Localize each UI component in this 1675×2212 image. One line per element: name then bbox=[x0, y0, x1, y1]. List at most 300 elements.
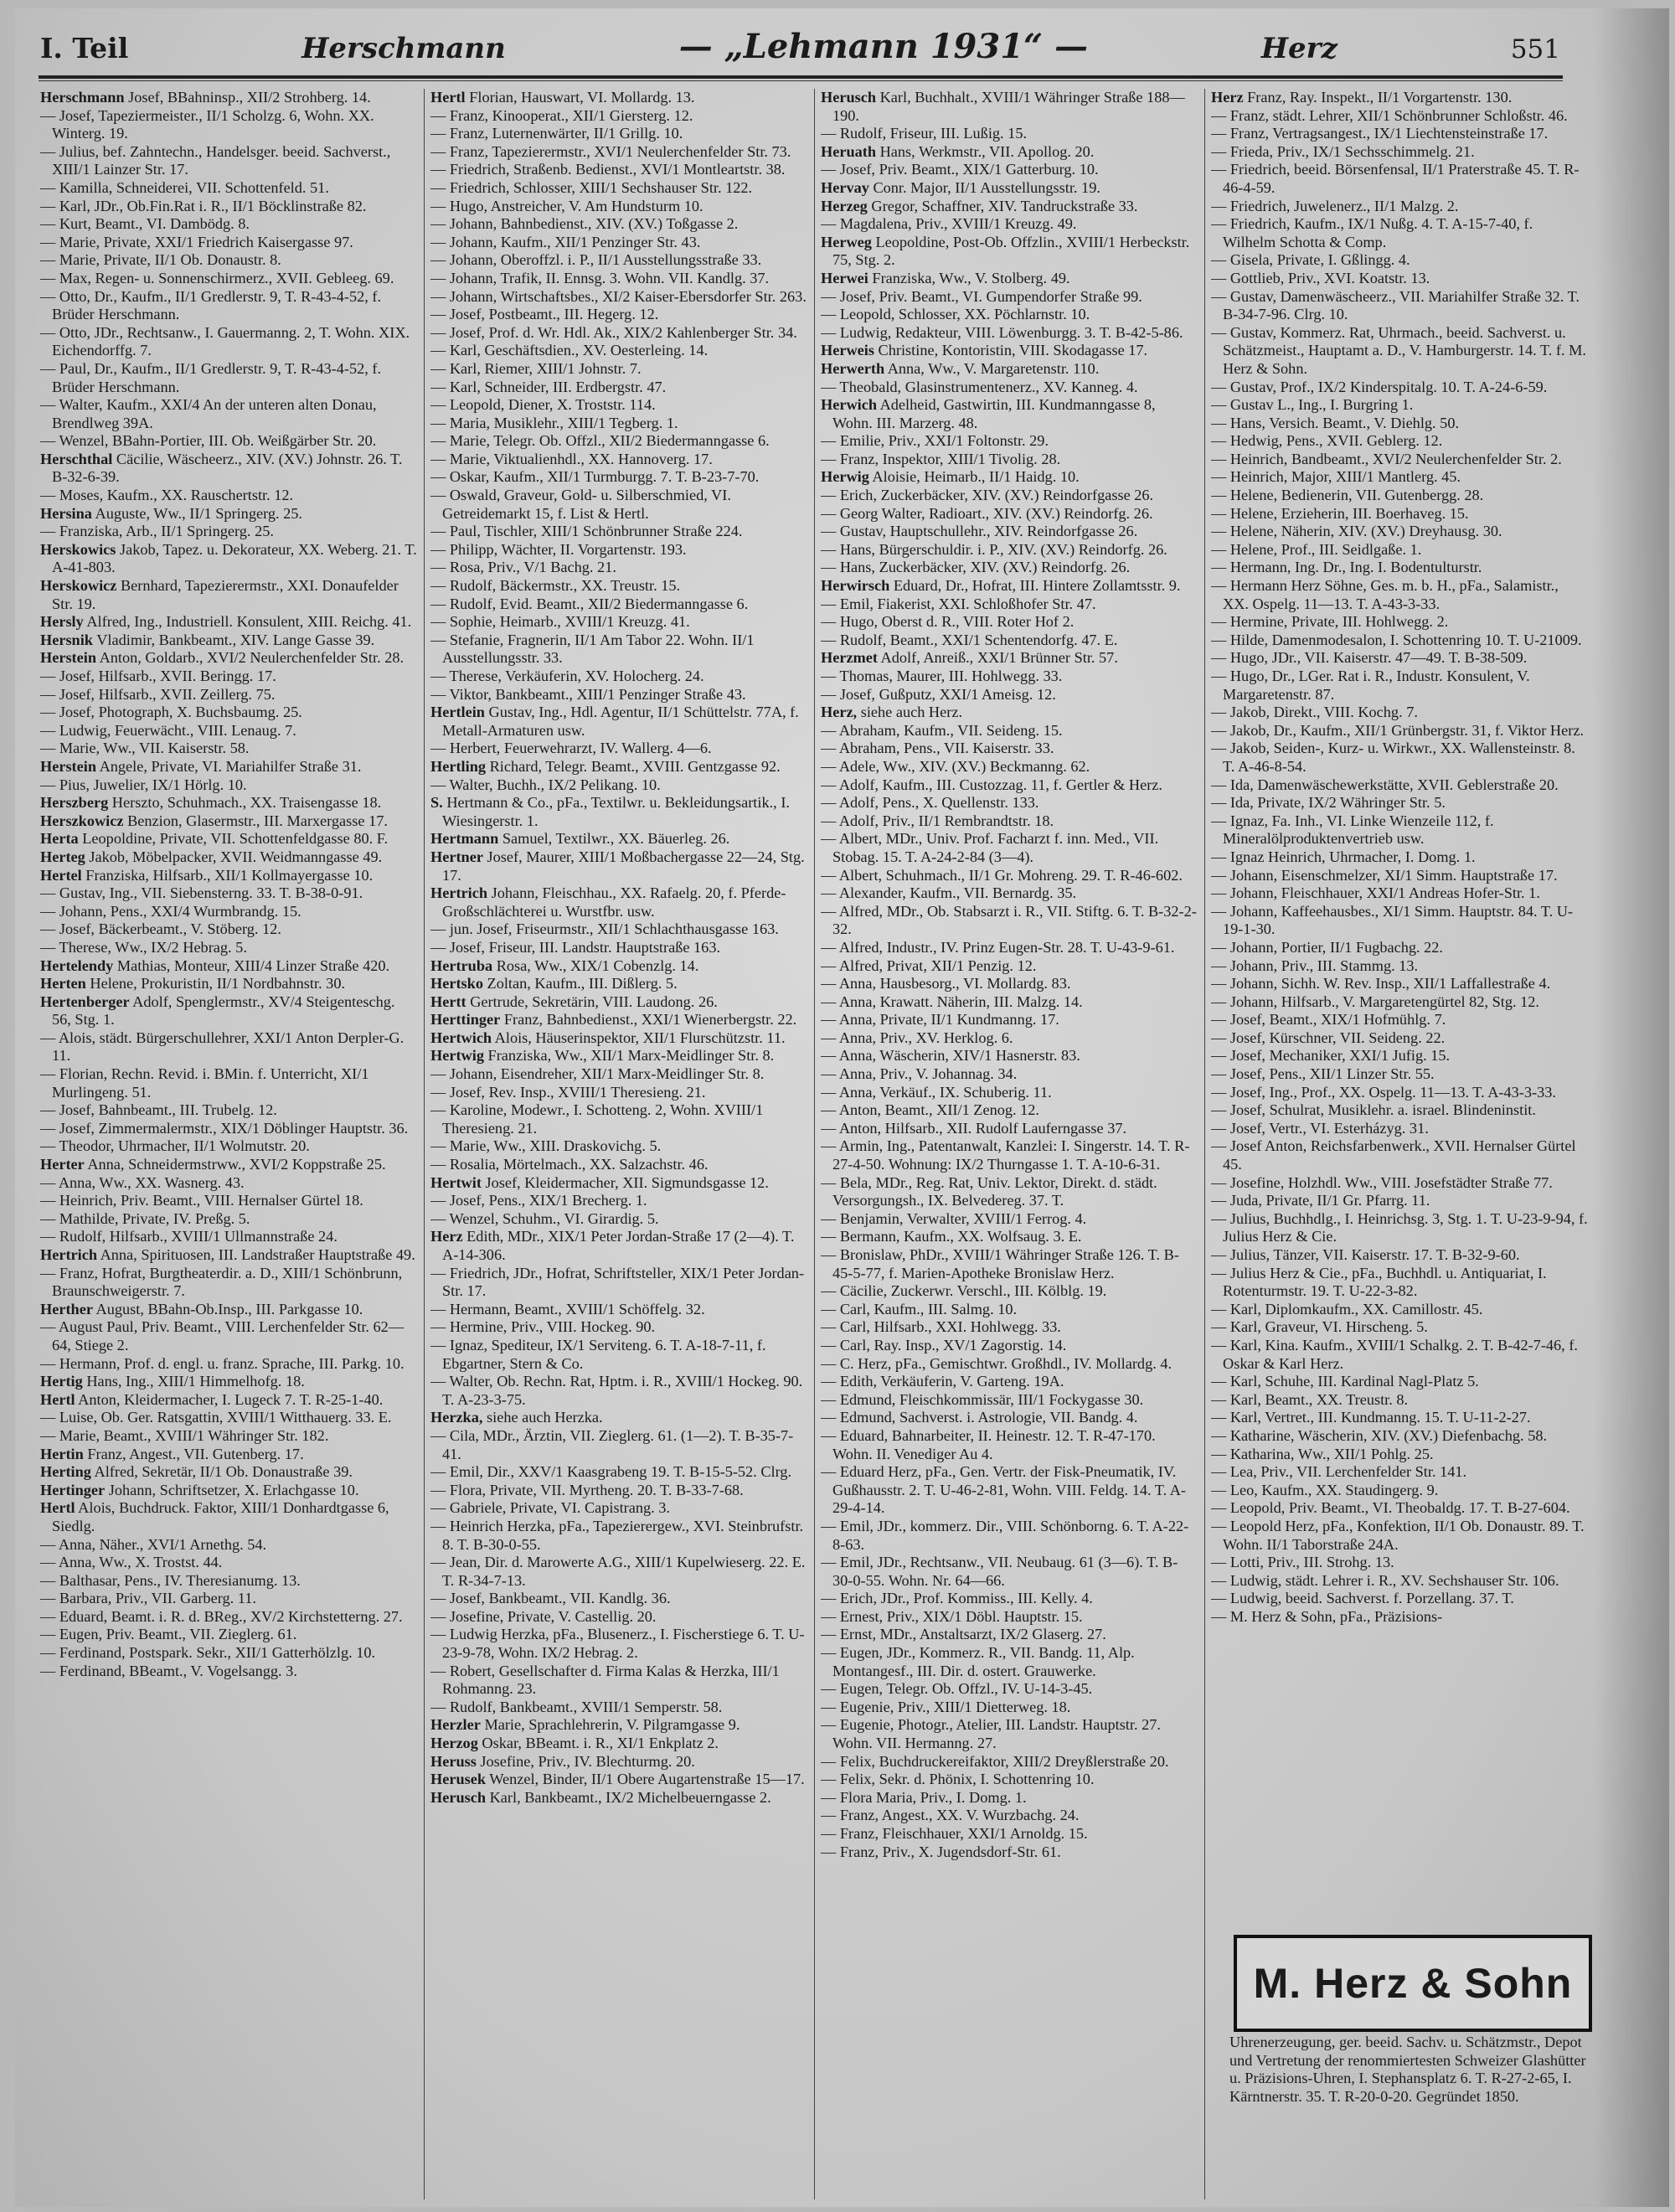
directory-entry: Hertl Florian, Hauswart, VI. Mollardg. 13. bbox=[430, 89, 695, 106]
directory-entry: Hertling Richard, Telegr. Beamt., XVIII. Gentzgasse 92. bbox=[430, 757, 781, 775]
directory-entry: — Jakob, Direkt., VIII. Kochg. 7. bbox=[1211, 704, 1418, 721]
directory-entry: Herzka, siehe auch Herzka. bbox=[430, 1409, 603, 1426]
directory-entry: — Leopold, Diener, X. Troststr. 114. bbox=[430, 396, 656, 414]
directory-entry: — Rosa, Priv., V/1 Bachg. 21. bbox=[430, 559, 616, 576]
directory-entry: — August Paul, Priv. Beamt., VIII. Lerchenfelder Str. 62—64, Stiege 2. bbox=[40, 1318, 405, 1353]
directory-entry: — Johann, Eisendreher, XII/1 Marx-Meidlinger Str. 8. bbox=[430, 1065, 765, 1083]
directory-entry: — Jakob, Seiden-, Kurz- u. Wirkwr., XX. Wallensteinstr. 8. T. A-46-8-54. bbox=[1211, 740, 1575, 775]
directory-entry: — Leopold Herz, pFa., Konfektion, II/1 Ob. Donaustr. 89. T. Wohn. II/1 Taborstraße 24A. bbox=[1211, 1517, 1585, 1553]
directory-entry: Hertwich Alois, Häuserinspektor, XII/1 Flurschützstr. 11. bbox=[430, 1029, 786, 1046]
first-name-running-head: Herschmann bbox=[302, 32, 506, 65]
directory-entry: — Friedrich, Schlosser, XIII/1 Sechshauser Str. 122. bbox=[430, 178, 753, 196]
directory-entry: — Gustav, Damenwäscheerz., VII. Mariahilfer Straße 32. T. B-34-7-96. Clrg. 10. bbox=[1211, 287, 1580, 323]
directory-entry: — Jean, Dir. d. Marowerte A.G., XIII/1 Kupelwieserg. 22. E. T. R-34-7-13. bbox=[430, 1554, 806, 1589]
directory-entry: — Marie, Private, XXI/1 Friedrich Kaisergasse 97. bbox=[40, 233, 353, 250]
directory-entry: — Heinrich, Bandbeamt., XVI/2 Neulerchenfelder Str. 2. bbox=[1211, 450, 1562, 467]
directory-entry: Herskowics Jakob, Tapez. u. Dekorateur, XX. Weberg. 21. T. A-41-803. bbox=[40, 540, 417, 576]
directory-entry: — Josef, Postbeamt., III. Hegerg. 12. bbox=[430, 306, 659, 323]
directory-entry: — Ignaz, Spediteur, IX/1 Serviteng. 6. T. A-18-7-11, f. Ebgartner, Stern & Co. bbox=[430, 1336, 766, 1372]
directory-entry: — Franz, Tapezierermstr., XVI/1 Neulerchenfelder Str. 73. bbox=[430, 142, 791, 160]
directory-entry: — Ernst, MDr., Anstaltsarzt, IX/2 Glaserg. 27. bbox=[821, 1626, 1106, 1643]
directory-entry: — Pius, Juwelier, IX/1 Hörlg. 10. bbox=[40, 776, 247, 793]
directory-entry: Herwich Adelheid, Gastwirtin, III. Kundmanngasse 8, Wohn. III. Marzerg. 48. bbox=[821, 396, 1156, 431]
directory-entry: — Anna, Priv., V. Johannag. 34. bbox=[821, 1065, 1018, 1083]
directory-entry: — Adele, Ww., XIV. (XV.) Beckmanng. 62. bbox=[821, 757, 1090, 775]
last-name-running-head: Herz bbox=[1260, 32, 1337, 65]
directory-entry: — Gisela, Private, I. Gßlingg. 4. bbox=[1211, 251, 1410, 269]
page-number: 551 bbox=[1510, 34, 1560, 64]
directory-entry: Hertinger Johann, Schriftsetzer, X. Erlachgasse 10. bbox=[40, 1481, 359, 1498]
directory-entry: — Hermine, Priv., VIII. Hockeg. 90. bbox=[430, 1318, 656, 1336]
directory-entry: — Josef, Zimmermalermstr., XIX/1 Döblinger Hauptstr. 36. bbox=[40, 1119, 409, 1137]
directory-entry: — Paul, Dr., Kaufm., II/1 Gredlerstr. 9, T. R-43-4-52, f. Brüder Herschmann. bbox=[40, 359, 382, 395]
directory-entry: — Josef, Pens., XII/1 Linzer Str. 55. bbox=[1211, 1065, 1435, 1083]
directory-entry: — Rudolf, Hilfsarb., XVIII/1 Ullmannstraße 24. bbox=[40, 1228, 338, 1245]
directory-entry: — Erich, Zuckerbäcker, XIV. (XV.) Reindorfgasse 26. bbox=[821, 487, 1154, 504]
directory-entry: — Johann, Oberoffzl. i. P., II/1 Ausstellungsstraße 33. bbox=[430, 251, 762, 269]
directory-entry: Herzler Marie, Sprachlehrerin, V. Pilgramgasse 9. bbox=[430, 1716, 740, 1734]
directory-entry: — Julius Herz & Cie., pFa., Buchhdl. u. Antiquariat, I. Rotenturmstr. 19. T. U-22-3-82. bbox=[1211, 1264, 1547, 1300]
directory-entry: — Emil, Fiakerist, XXI. Schloßhofer Str. 47. bbox=[821, 595, 1096, 612]
directory-entry: Hertin Franz, Angest., VII. Gutenberg. 17. bbox=[40, 1445, 304, 1462]
publication-title: — „Lehmann 1931“ — bbox=[678, 27, 1088, 66]
directory-entry: — Anna, Private, II/1 Kundmanng. 17. bbox=[821, 1011, 1059, 1029]
directory-entry: — Johann, Kaffeehausbes., XI/1 Simm. Hauptstr. 84. T. U-19-1-30. bbox=[1211, 902, 1574, 938]
directory-entry: — Benjamin, Verwalter, XVIII/1 Ferrog. 4. bbox=[821, 1209, 1087, 1227]
directory-entry: — Theodor, Uhrmacher, II/1 Wolmutstr. 20. bbox=[40, 1137, 310, 1155]
directory-entry: — Magdalena, Priv., XVIII/1 Kreuzg. 49. bbox=[821, 215, 1077, 233]
directory-entry: — Friedrich, Straßenb. Bedienst., XVI/1 Montleartstr. 38. bbox=[430, 161, 786, 178]
directory-entry: — Heinrich, Priv. Beamt., VIII. Hernalser Gürtel 18. bbox=[40, 1192, 363, 1209]
directory-entry: — Rosalia, Mörtelmach., XX. Salzachstr. 46. bbox=[430, 1156, 709, 1173]
directory-entry: Herszkowicz Benzion, Glasermstr., III. Marxergasse 17. bbox=[40, 812, 388, 829]
directory-entry: Herther August, BBahn-Ob.Insp., III. Parkgasse 10. bbox=[40, 1300, 363, 1317]
directory-entry: — Marie, Private, II/1 Ob. Donaustr. 8. bbox=[40, 251, 281, 269]
directory-entry: — Anna, Ww., XX. Wasnerg. 43. bbox=[40, 1173, 245, 1191]
directory-entry: — Adolf, Pens., X. Quellenstr. 133. bbox=[821, 794, 1039, 812]
directory-entry: Herskowicz Bernhard, Tapezierermstr., XXI. Donaufelder Str. 19. bbox=[40, 577, 399, 612]
directory-entry: — Franz, Kinooperat., XII/1 Giersterg. 12. bbox=[430, 106, 693, 124]
directory-entry: S. Hertmann & Co., pFa., Textilwr. u. Bekleidungsartik., I. Wiesingerstr. 1. bbox=[430, 794, 790, 829]
directory-entry: — Karl, Beamt., XX. Treustr. 8. bbox=[1211, 1390, 1409, 1408]
directory-entry: — Alfred, Privat, XII/1 Penzig. 12. bbox=[821, 956, 1037, 974]
directory-entry: — Oskar, Kaufm., XII/1 Turmburgg. 7. T. B-23-7-70. bbox=[430, 468, 760, 486]
directory-entry: — Josef, Bankbeamt., VII. Kandlg. 36. bbox=[430, 1590, 671, 1607]
directory-entry: — Marie, Viktualienhdl., XX. Hannoverg. 17. bbox=[430, 450, 713, 467]
directory-entry: — Philipp, Wächter, II. Vorgartenstr. 193. bbox=[430, 540, 687, 558]
directory-entry: — Adolf, Priv., II/1 Rembrandtstr. 18. bbox=[821, 812, 1054, 829]
directory-entry: — Helene, Näherin, XIV. (XV.) Dreyhausg. 30. bbox=[1211, 523, 1502, 540]
directory-entry: — Josef Anton, Reichsfarbenwerk., XVII. Hernalser Gürtel 45. bbox=[1211, 1137, 1576, 1173]
directory-entry: — Franz, Fleischhauer, XXI/1 Arnoldg. 15. bbox=[821, 1825, 1088, 1842]
directory-entry: — Anna, Ww., X. Trostst. 44. bbox=[40, 1554, 223, 1571]
directory-entry: — Marie, Beamt., XVIII/1 Währinger Str. 182. bbox=[40, 1426, 329, 1444]
directory-entry: — Hans, Zuckerbäcker, XIV. (XV.) Reindorfg. 26. bbox=[821, 559, 1131, 576]
directory-entry: — Franz, städt. Lehrer, XII/1 Schönbrunner Schloßstr. 46. bbox=[1211, 106, 1568, 124]
directory-entry: — Franz, Vertragsangest., IX/1 Liechtensteinstraße 17. bbox=[1211, 125, 1549, 142]
directory-entry: — Rudolf, Bäckermstr., XX. Treustr. 15. bbox=[430, 577, 681, 595]
directory-entry: — Kamilla, Schneiderei, VII. Schottenfeld. 51. bbox=[40, 178, 329, 196]
directory-entry: — Josef, Rev. Insp., XVIII/1 Theresieng. 21. bbox=[430, 1083, 706, 1101]
directory-entry: Herteg Jakob, Möbelpacker, XVII. Weidmanngasse 49. bbox=[40, 848, 383, 865]
directory-entry: — Ferdinand, BBeamt., V. Vogelsangg. 3. bbox=[40, 1662, 297, 1679]
directory-entry: — Karl, JDr., Ob.Fin.Rat i. R., II/1 Böcklinstraße 82. bbox=[40, 197, 367, 214]
directory-entry: — Karl, Schneider, III. Erdbergstr. 47. bbox=[430, 378, 667, 395]
directory-entry: — Otto, Dr., Kaufm., II/1 Gredlerstr. 9, T. R-43-4-52, f. Brüder Herschmann. bbox=[40, 287, 382, 323]
directory-entry: — Hans, Bürgerschuldir. i. P., XIV. (XV.) Reindorfg. 26. bbox=[821, 540, 1167, 558]
directory-entry: — Albert, MDr., Univ. Prof. Facharzt f. inn. Med., VII. Stobag. 15. T. A-24-2-84 (3—4). bbox=[821, 830, 1159, 865]
directory-entry: — Bermann, Kaufm., XX. Wolfsaug. 3. E. bbox=[821, 1228, 1082, 1245]
directory-entry: — Edmund, Fleischkommissär, III/1 Fockygasse 30. bbox=[821, 1390, 1144, 1408]
directory-entry: — Ernest, Priv., XIX/1 Döbl. Hauptstr. 15. bbox=[821, 1607, 1083, 1625]
directory-entry: Herting Alfred, Sekretär, II/1 Ob. Donaustraße 39. bbox=[40, 1463, 353, 1481]
directory-entry: — Rudolf, Friseur, III. Lußig. 15. bbox=[821, 125, 1028, 142]
page-header bbox=[40, 27, 1560, 69]
directory-entry: Herwig Aloisie, Heimarb., II/1 Haidg. 10. bbox=[821, 468, 1080, 486]
directory-entry: — Helene, Prof., III. Seidlgaße. 1. bbox=[1211, 540, 1422, 558]
directory-entry: — Anna, Krawatt. Näherin, III. Malzg. 14. bbox=[821, 993, 1083, 1010]
directory-entry: — Julius, bef. Zahntechn., Handelsger. beeid. Sachverst., XIII/1 Lainzer Str. 17. bbox=[40, 142, 391, 178]
directory-entry: — Marie, Ww., VII. Kaiserstr. 58. bbox=[40, 740, 250, 757]
directory-entry: — Leopold, Priv. Beamt., VI. Theobaldg. 17. T. B-27-604. bbox=[1211, 1499, 1570, 1517]
directory-entry: — Josef, Hilfsarb., XVII. Beringg. 17. bbox=[40, 668, 276, 684]
directory-entry: Hertt Gertrude, Sekretärin, VIII. Laudong. 26. bbox=[430, 993, 718, 1010]
directory-entry: — Hugo, JDr., VII. Kaiserstr. 47—49. T. B-38-509. bbox=[1211, 649, 1528, 667]
directory-entry: — Josef, Mechaniker, XXI/1 Jufig. 15. bbox=[1211, 1047, 1451, 1065]
directory-entry: — Ludwig, beeid. Sachverst. f. Porzellang. 37. T. bbox=[1211, 1590, 1514, 1607]
directory-entry: Hersina Auguste, Ww., II/1 Springerg. 25. bbox=[40, 504, 302, 522]
directory-entry: — Ida, Private, IX/2 Währinger Str. 5. bbox=[1211, 794, 1446, 812]
directory-entry: — Josef, Tapeziermeister., II/1 Scholzg. 6, Wohn. XX. Winterg. 19. bbox=[40, 106, 374, 142]
directory-page bbox=[15, 8, 1669, 2207]
directory-entry: — Karl, Schuhe, III. Kardinal Nagl-Platz 5. bbox=[1211, 1373, 1479, 1390]
directory-entry: Hertel Franziska, Hilfsarb., XII/1 Kollmayergasse 10. bbox=[40, 866, 374, 884]
directory-entry: — Carl, Hilfsarb., XXI. Hohlwegg. 33. bbox=[821, 1318, 1061, 1336]
directory-entry: — Florian, Rechn. Revid. i. BMin. f. Unterricht, XI/1 Murlingeng. 51. bbox=[40, 1065, 369, 1101]
directory-entry: — C. Herz, pFa., Gemischtwr. Großhdl., IV. Mollardg. 4. bbox=[821, 1354, 1172, 1372]
directory-entry: — Bela, MDr., Reg. Rat, Univ. Lektor, Direkt. d. städt. Versorgungsh., IX. Belvedereg. 37. T. bbox=[821, 1173, 1157, 1209]
directory-entry: — Lotti, Priv., III. Strohg. 13. bbox=[1211, 1554, 1394, 1571]
directory-entry: Herschthal Cäcilie, Wäscheerz., XIV. (XV.) Johnstr. 26. T. B-32-6-39. bbox=[40, 450, 403, 486]
directory-entry: — M. Herz & Sohn, pFa., Präzisions- bbox=[1211, 1607, 1443, 1625]
directory-entry: — Adolf, Kaufm., III. Custozzag. 11, f. Gertler & Herz. bbox=[821, 776, 1162, 793]
directory-entry: — Johann, Priv., III. Stammg. 13. bbox=[1211, 956, 1419, 974]
directory-entry: — Sophie, Heimarb., XVIII/1 Kreuzg. 41. bbox=[430, 613, 690, 631]
directory-entry: — Hermine, Private, III. Hohlwegg. 2. bbox=[1211, 613, 1449, 631]
directory-entry: — Karl, Vertret., III. Kundmanng. 15. T. U-11-2-27. bbox=[1211, 1409, 1531, 1426]
directory-entry: — Alfred, MDr., Ob. Stabsarzt i. R., VII. Stiftg. 6. T. B-32-2-32. bbox=[821, 902, 1197, 938]
directory-entry: — Walter, Kaufm., XXI/4 An der unteren alten Donau, Brendlweg 39A. bbox=[40, 396, 377, 431]
directory-entry: — Balthasar, Pens., IV. Theresianumg. 13. bbox=[40, 1571, 301, 1589]
directory-entry: — Friedrich, Kaufm., IX/1 Nußg. 4. T. A-15-7-40, f. Wilhelm Schotta & Comp. bbox=[1211, 215, 1533, 250]
directory-entry: — Maria, Musiklehr., XIII/1 Tegberg. 1. bbox=[430, 414, 678, 431]
directory-entry: — Ignaz, Fa. Inh., VI. Linke Wienzeile 112, f. Mineralölproduktenvertrieb usw. bbox=[1211, 812, 1494, 848]
directory-entry: — Gustav, Hauptschullehr., XIV. Reindorfgasse 26. bbox=[821, 523, 1138, 540]
directory-entry: Hertrich Anna, Spirituosen, III. Landstraßer Hauptstraße 49. bbox=[40, 1246, 415, 1263]
directory-entry: — Gabriele, Private, VI. Capistrang. 3. bbox=[430, 1499, 671, 1517]
directory-entry: — Franz, Inspektor, XIII/1 Tivolig. 28. bbox=[821, 450, 1061, 467]
header-rule-thin bbox=[39, 80, 1563, 81]
section-label: I. Teil bbox=[40, 32, 129, 64]
directory-entry: — Karoline, Modewr., I. Schotteng. 2, Wohn. XVIII/1 Theresieng. 21. bbox=[430, 1101, 764, 1137]
directory-entry: Hertelendy Mathias, Monteur, XIII/4 Linzer Straße 420. bbox=[40, 956, 390, 974]
directory-column-4 bbox=[1211, 89, 1588, 1923]
directory-entry: — Julius, Tänzer, VII. Kaiserstr. 17. T. B-32-9-60. bbox=[1211, 1246, 1520, 1263]
directory-entry: — Hermann, Ing. Dr., Ing. I. Bodentulturstr. bbox=[1211, 559, 1482, 576]
advertisement-text: Uhrenerzeugung, ger. beeid. Sachv. u. Schätzmstr., Depot und Vertretung der renommiertesten Schweizer Glashütter u. Präzisions-Uhren, I. Stephansplatz 6. T. R-27-2-65, I. Kärntnerstr. 35. T. R-20-0-20. Gegründet 1850. bbox=[1229, 2034, 1586, 2105]
directory-entry: — Friedrich, JDr., Hofrat, Schriftsteller, XIX/1 Peter Jordan-Str. 17. bbox=[430, 1264, 805, 1300]
scan-edge-shadow bbox=[1594, 8, 1669, 2207]
directory-entry: — Frieda, Priv., IX/1 Sechsschimmelg. 21. bbox=[1211, 142, 1475, 160]
column-divider bbox=[1204, 89, 1205, 2199]
directory-entry: Hertsko Zoltan, Kaufm., III. Dißlerg. 5. bbox=[430, 975, 678, 993]
directory-entry: — Josefine, Private, V. Castellig. 20. bbox=[430, 1607, 657, 1625]
directory-entry: — Katharine, Wäscherin, XIV. (XV.) Diefenbachg. 58. bbox=[1211, 1426, 1548, 1444]
directory-entry: — Hugo, Oberst d. R., VIII. Roter Hof 2. bbox=[821, 613, 1075, 631]
directory-entry: — Hans, Versich. Beamt., V. Diehlg. 50. bbox=[1211, 414, 1460, 431]
directory-entry: — Gustav, Ing., VII. Siebensterng. 33. T. B-38-0-91. bbox=[40, 884, 363, 902]
directory-entry: — Johann, Portier, II/1 Fugbachg. 22. bbox=[1211, 938, 1444, 956]
directory-entry: — Jakob, Dr., Kaufm., XII/1 Grünbergstr. 31, f. Viktor Herz. bbox=[1211, 721, 1585, 739]
directory-entry: — Josef, Beamt., XIX/1 Hofmühlg. 7. bbox=[1211, 1011, 1446, 1029]
directory-entry: — Anna, Wäscherin, XIV/1 Hasnerstr. 83. bbox=[821, 1047, 1080, 1065]
advertisement-company-name: M. Herz & Sohn bbox=[1253, 1960, 1573, 2007]
directory-entry: — Hedwig, Pens., XVII. Geblerg. 12. bbox=[1211, 432, 1443, 450]
directory-entry: — Heinrich Herzka, pFa., Tapezierergew., XVI. Steinbrufstr. 8. T. B-30-0-55. bbox=[430, 1517, 804, 1553]
directory-entry: — Heinrich, Major, XIII/1 Mantlerg. 45. bbox=[1211, 468, 1461, 486]
directory-entry: Hertmann Samuel, Textilwr., XX. Bäuerleg. 26. bbox=[430, 830, 730, 848]
directory-entry: — Gustav L., Ing., I. Burgring 1. bbox=[1211, 396, 1414, 414]
directory-entry: Hertwig Franziska, Ww., XII/1 Marx-Meidlinger Str. 8. bbox=[430, 1047, 775, 1065]
directory-entry: — Karl, Kina. Kaufm., XVIII/1 Schalkg. 2. T. B-42-7-46, f. Oskar & Karl Herz. bbox=[1211, 1336, 1578, 1372]
directory-entry: — Johann, Fleischhauer, XXI/1 Andreas Hofer-Str. 1. bbox=[1211, 884, 1540, 902]
directory-entry: — Paul, Tischler, XIII/1 Schönbrunner Straße 224. bbox=[430, 523, 743, 540]
directory-entry: Herzog Oskar, BBeamt. i. R., XI/1 Enkplatz 2. bbox=[430, 1735, 719, 1752]
directory-entry: — Luise, Ob. Ger. Ratsgattin, XVIII/1 Witthauerg. 33. E. bbox=[40, 1409, 392, 1426]
directory-entry: — Hugo, Anstreicher, V. Am Hundsturm 10. bbox=[430, 197, 704, 214]
directory-entry: — Felix, Sekr. d. Phönix, I. Schottenring 10. bbox=[821, 1771, 1095, 1788]
directory-entry: — Thomas, Maurer, III. Hohlwegg. 33. bbox=[821, 668, 1063, 684]
directory-entry: Hertrich Johann, Fleischhau., XX. Rafaelg. 20, f. Pferde-Großschlächterei u. Wurstfbr. usw. bbox=[430, 884, 786, 920]
directory-entry: — Abraham, Pens., VII. Kaiserstr. 33. bbox=[821, 740, 1054, 757]
directory-entry: — Edmund, Sachverst. i. Astrologie, VII. Bandg. 4. bbox=[821, 1409, 1138, 1426]
directory-entry: — Bronislaw, PhDr., XVIII/1 Währinger Straße 126. T. B-45-5-77, f. Marien-Apotheke Bronislaw Herz. bbox=[821, 1246, 1179, 1281]
directory-entry: — Carl, Kaufm., III. Salmg. 10. bbox=[821, 1300, 1018, 1317]
directory-entry: — Ludwig, städt. Lehrer i. R., XV. Sechshauser Str. 106. bbox=[1211, 1571, 1559, 1589]
directory-entry: — Marie, Telegr. Ob. Offzl., XII/2 Biedermanngasse 6. bbox=[430, 432, 770, 450]
directory-entry: Hertl Alois, Buchdruck. Faktor, XIII/1 Donhardtgasse 6, Siedlg. bbox=[40, 1499, 389, 1534]
directory-entry: — Gustav, Prof., IX/2 Kinderspitalg. 10. T. A-24-6-59. bbox=[1211, 378, 1548, 395]
directory-entry: Herschmann Josef, BBahninsp., XII/2 Strohberg. 14. bbox=[40, 89, 371, 106]
directory-entry: — Edith, Verkäuferin, V. Garteng. 19A. bbox=[821, 1373, 1064, 1390]
directory-entry: Herz, siehe auch Herz. bbox=[821, 704, 963, 721]
directory-entry: — Friedrich, Juwelenerz., II/1 Malzg. 2. bbox=[1211, 197, 1459, 214]
directory-entry: Herz Franz, Ray. Inspekt., II/1 Vorgartenstr. 130. bbox=[1211, 89, 1513, 106]
directory-entry: Herstein Anton, Goldarb., XVI/2 Neulerchenfelder Str. 28. bbox=[40, 649, 405, 667]
directory-entry: — Anton, Beamt., XII/1 Zenog. 12. bbox=[821, 1101, 1039, 1119]
directory-entry: Herta Leopoldine, Private, VII. Schottenfeldgasse 80. F. bbox=[40, 830, 389, 848]
directory-entry: — Wenzel, BBahn-Portier, III. Ob. Weißgärber Str. 20. bbox=[40, 432, 377, 450]
directory-entry: Herusch Karl, Bankbeamt., IX/2 Michelbeuerngasse 2. bbox=[430, 1788, 771, 1806]
directory-entry: — Johann, Eisenschmelzer, XI/1 Simm. Hauptstraße 17. bbox=[1211, 866, 1558, 884]
directory-entry: — Alfred, Industr., IV. Prinz Eugen-Str. 28. T. U-43-9-61. bbox=[821, 938, 1175, 956]
directory-entry: — Josef, Bahnbeamt., III. Trubelg. 12. bbox=[40, 1101, 277, 1119]
directory-entry: Herwirsch Eduard, Dr., Hofrat, III. Hintere Zollamtsstr. 9. bbox=[821, 577, 1181, 595]
directory-entry: Herttinger Franz, Bahnbedienst., XXI/1 Wienerbergstr. 22. bbox=[430, 1011, 797, 1029]
directory-entry: — Flora, Private, VII. Myrtheng. 20. T. B-33-7-68. bbox=[430, 1481, 744, 1498]
directory-entry: — Therese, Ww., IX/2 Hebrag. 5. bbox=[40, 938, 247, 956]
directory-entry: — Karl, Diplomkaufm., XX. Camillostr. 45. bbox=[1211, 1300, 1483, 1317]
directory-entry: — Kurt, Beamt., VI. Dambödg. 8. bbox=[40, 215, 250, 233]
directory-entry: — Franz, Priv., X. Jugendsdorf-Str. 61. bbox=[821, 1843, 1061, 1860]
directory-entry: — Barbara, Priv., VII. Garberg. 11. bbox=[40, 1590, 256, 1607]
directory-entry: — Rudolf, Beamt., XXI/1 Schentendorfg. 47. E. bbox=[821, 631, 1118, 648]
directory-entry: — Karl, Riemer, XIII/1 Johnstr. 7. bbox=[430, 359, 642, 377]
directory-entry: Hertlein Gustav, Ing., Hdl. Agentur, II/1 Schüttelstr. 77A, f. Metall-Armaturen usw. bbox=[430, 704, 799, 739]
directory-entry: — Wenzel, Schuhm., VI. Girardig. 5. bbox=[430, 1209, 659, 1227]
directory-entry: — Anna, Verkäuf., IX. Schuberig. 11. bbox=[821, 1083, 1052, 1101]
directory-entry: — Johann, Bahnbedienst., XIV. (XV.) Toßgasse 2. bbox=[430, 215, 739, 233]
directory-entry: — Max, Regen- u. Sonnenschirmerz., XVII. Gebleeg. 69. bbox=[40, 269, 394, 286]
directory-entry: — Alois, städt. Bürgerschullehrer, XXI/1 Anton Derpler-G. 11. bbox=[40, 1029, 405, 1065]
directory-entry: — Helene, Bedienerin, VII. Gutenbergg. 28. bbox=[1211, 487, 1484, 504]
directory-entry: — Viktor, Bankbeamt., XIII/1 Penzinger Straße 43. bbox=[430, 685, 746, 703]
directory-entry: — Emil, JDr., kommerz. Dir., VIII. Schönborng. 6. T. A-22-8-63. bbox=[821, 1517, 1189, 1553]
directory-entry: — Eduard, Bahnarbeiter, II. Heinestr. 12. T. R-47-170. Wohn. II. Venediger Au 4. bbox=[821, 1426, 1156, 1462]
directory-entry: Hervay Conr. Major, II/1 Ausstellungsstr. 19. bbox=[821, 178, 1100, 196]
directory-entry: — Carl, Ray. Insp., XV/1 Zagorstig. 14. bbox=[821, 1336, 1067, 1353]
directory-entry: — Leopold, Schlosser, XX. Pöchlarnstr. 10. bbox=[821, 306, 1090, 323]
directory-entry: Herwerth Anna, Ww., V. Margaretenstr. 110. bbox=[821, 359, 1100, 377]
directory-column-3 bbox=[821, 89, 1198, 2199]
directory-entry: Heruss Josefine, Priv., IV. Blechturmg. 20. bbox=[430, 1752, 695, 1770]
directory-entry: — Josef, Photograph, X. Buchsbaumg. 25. bbox=[40, 704, 302, 721]
directory-entry: — Johann, Hilfsarb., V. Margaretengürtel 82, Stg. 12. bbox=[1211, 993, 1539, 1010]
directory-entry: — Eugenie, Priv., XIII/1 Dietterweg. 18. bbox=[821, 1698, 1071, 1715]
directory-entry: — Gottlieb, Priv., XVI. Koatstr. 13. bbox=[1211, 269, 1430, 286]
directory-entry: — Robert, Gesellschafter d. Firma Kalas & Herzka, III/1 Rohmanng. 23. bbox=[430, 1662, 780, 1698]
directory-entry: — Friedrich, beeid. Börsenfensal, II/1 Praterstraße 45. T. R-46-4-59. bbox=[1211, 161, 1580, 196]
directory-entry: Herz Edith, MDr., XIX/1 Peter Jordan-Straße 17 (2—4). T. A-14-306. bbox=[430, 1228, 795, 1263]
directory-entry: — Josef, Hilfsarb., XVII. Zeillerg. 75. bbox=[40, 685, 276, 703]
directory-entry: — Anton, Hilfsarb., XII. Rudolf Lauferngasse 37. bbox=[821, 1119, 1127, 1137]
directory-entry: Hersnik Vladimir, Bankbeamt., XIV. Lange Gasse 39. bbox=[40, 631, 375, 648]
directory-entry: — Eugen, Telegr. Ob. Offzl., IV. U-14-3-45. bbox=[821, 1680, 1093, 1698]
header-rule bbox=[39, 75, 1563, 79]
directory-entry: — Johann, Pens., XXI/4 Wurmbrandg. 15. bbox=[40, 902, 302, 920]
directory-entry: — Rudolf, Bankbeamt., XVIII/1 Semperstr. 58. bbox=[430, 1698, 723, 1715]
directory-entry: — Alexander, Kaufm., VII. Bernardg. 35. bbox=[821, 884, 1077, 902]
directory-entry: — Georg Walter, Radioart., XIV. (XV.) Reindorfg. 26. bbox=[821, 504, 1153, 522]
directory-entry: — Franziska, Arb., II/1 Springerg. 25. bbox=[40, 523, 274, 540]
directory-entry: — Walter, Buchh., IX/2 Pelikang. 10. bbox=[430, 776, 661, 793]
directory-entry: — Josef, Priv. Beamt., XIX/1 Gatterburg. 10. bbox=[821, 161, 1099, 178]
directory-entry: — Josef, Pens., XIX/1 Brecherg. 1. bbox=[430, 1192, 647, 1209]
directory-entry: — Abraham, Kaufm., VII. Seideng. 15. bbox=[821, 721, 1063, 739]
directory-entry: Hertl Anton, Kleidermacher, I. Lugeck 7. T. R-25-1-40. bbox=[40, 1390, 384, 1408]
directory-entry: — Katharina, Ww., XII/1 Pohlg. 25. bbox=[1211, 1445, 1434, 1462]
directory-entry: — Franz, Luternenwärter, II/1 Grillg. 10. bbox=[430, 125, 683, 142]
directory-entry: — Oswald, Graveur, Gold- u. Silberschmied, VI. Getreidemarkt 15, f. List & Hertl. bbox=[430, 487, 731, 522]
directory-entry: — Johann, Trafik, II. Ennsg. 3. Wohn. VII. Kandlg. 37. bbox=[430, 269, 770, 286]
directory-entry: Hertig Hans, Ing., XIII/1 Himmelhofg. 18. bbox=[40, 1373, 305, 1390]
directory-entry: — Eduard, Beamt. i. R. d. BReg., XV/2 Kirchstetterng. 27. bbox=[40, 1607, 403, 1625]
column-divider bbox=[424, 89, 425, 2199]
directory-entry: — Mathilde, Private, IV. Preßg. 5. bbox=[40, 1209, 250, 1227]
directory-entry: — Josef, Vertr., VI. Esterházyg. 31. bbox=[1211, 1119, 1429, 1137]
directory-entry: Herzeg Gregor, Schaffner, XIV. Tandruckstraße 33. bbox=[821, 197, 1138, 214]
directory-entry: — Eugen, Priv. Beamt., VII. Zieglerg. 61. bbox=[40, 1626, 297, 1643]
directory-entry: Herusek Wenzel, Binder, II/1 Obere Augartenstraße 15—17. bbox=[430, 1771, 805, 1788]
directory-entry: — Albert, Schuhmach., II/1 Gr. Mohreng. 29. T. R-46-602. bbox=[821, 866, 1183, 884]
directory-entry: — Anna, Näher., XVI/1 Arnethg. 54. bbox=[40, 1535, 267, 1553]
directory-entry: — Karl, Geschäftsdien., XV. Oesterleing. 14. bbox=[430, 342, 709, 359]
directory-column-1 bbox=[40, 89, 417, 2199]
directory-entry: — Eduard Herz, pFa., Gen. Vertr. der Fisk-Pneumatik, IV. Gußhausstr. 2. T. U-46-2-81, Wohn. VIII. Feldg. 14. T. A-29-4-14. bbox=[821, 1463, 1187, 1517]
directory-entry: — Erich, JDr., Prof. Kommiss., III. Kelly. 4. bbox=[821, 1590, 1093, 1607]
directory-entry: — Franz, Hofrat, Burgtheaterdir. a. D., XIII/1 Schönbrunn, Braunschweigerstr. 7. bbox=[40, 1264, 403, 1300]
directory-entry: Hertner Josef, Maurer, XIII/1 Moßbachergasse 22—24, Stg. 17. bbox=[430, 848, 805, 884]
directory-entry: — Josef, Priv. Beamt., VI. Gumpendorfer Straße 99. bbox=[821, 287, 1142, 305]
directory-entry: — Lea, Priv., VII. Lerchenfelder Str. 141. bbox=[1211, 1463, 1467, 1481]
directory-entry: — Josef, Prof. d. Wr. Hdl. Ak., XIX/2 Kahlenberger Str. 34. bbox=[430, 323, 797, 341]
directory-entry: — Flora Maria, Priv., I. Domg. 1. bbox=[821, 1788, 1027, 1806]
column-divider bbox=[814, 89, 815, 2199]
directory-entry: — Felix, Buchdruckereifaktor, XIII/2 Dreyßlerstraße 20. bbox=[821, 1752, 1169, 1770]
directory-entry: Herzmet Adolf, Anreiß., XXI/1 Brünner Str. 57. bbox=[821, 649, 1118, 667]
directory-entry: — Anna, Hausbesorg., VI. Mollardg. 83. bbox=[821, 975, 1071, 993]
directory-entry: Herszberg Herszto, Schuhmach., XX. Traisengasse 18. bbox=[40, 794, 382, 812]
directory-entry: Hertruba Rosa, Ww., XIX/1 Cobenzlg. 14. bbox=[430, 956, 699, 974]
directory-entry: Herten Helene, Prokuristin, II/1 Nordbahnstr. 30. bbox=[40, 975, 346, 993]
directory-entry: — Hermann, Beamt., XVIII/1 Schöffelg. 32. bbox=[430, 1300, 705, 1317]
directory-entry: — Ida, Damenwäschewerkstätte, XVII. Geblerstraße 20. bbox=[1211, 776, 1559, 793]
directory-entry: — Gustav, Kommerz. Rat, Uhrmach., beeid. Sachverst. u. Schätzmeist., Hauptamt a. D., V. Hamburgerstr. 14. T. f. M. Herz & Sohn. bbox=[1211, 323, 1586, 377]
directory-entry: — Josef, Kürschner, VII. Seideng. 22. bbox=[1211, 1029, 1446, 1046]
directory-entry: — Therese, Verkäuferin, XV. Holocherg. 24. bbox=[430, 668, 704, 684]
directory-entry: — Helene, Erzieherin, III. Boerhaveg. 15. bbox=[1211, 504, 1469, 522]
directory-entry: — Josef, Ing., Prof., XX. Ospelg. 11—13. T. A-43-3-33. bbox=[1211, 1083, 1556, 1101]
directory-entry: — Cila, MDr., Ärztin, VII. Zieglerg. 61. (1—2). T. B-35-7-41. bbox=[430, 1426, 794, 1462]
directory-entry: — Hilde, Damenmodesalon, I. Schottenring 10. T. U-21009. bbox=[1211, 631, 1582, 648]
directory-entry: — Josef, Bäckerbeamt., V. Stöberg. 12. bbox=[40, 920, 281, 938]
directory-entry: — jun. Josef, Friseurmstr., XII/1 Schlachthausgasse 163. bbox=[430, 920, 779, 938]
directory-entry: — Johann, Wirtschaftsbes., XI/2 Kaiser-Ebersdorfer Str. 263. bbox=[430, 287, 807, 305]
directory-entry: — Karl, Graveur, VI. Hirscheng. 5. bbox=[1211, 1318, 1428, 1336]
directory-entry: — Walter, Ob. Rechn. Rat, Hptm. i. R., XVIII/1 Hockeg. 90. T. A-23-3-75. bbox=[430, 1373, 803, 1408]
directory-entry: — Marie, Ww., XIII. Draskovichg. 5. bbox=[430, 1137, 662, 1155]
directory-entry: — Hugo, Dr., LGer. Rat i. R., Industr. Konsulent, V. Margaretenstr. 87. bbox=[1211, 668, 1530, 703]
directory-entry: — Anna, Priv., XV. Herklog. 6. bbox=[821, 1029, 1013, 1046]
directory-entry: — Ludwig, Feuerwächt., VIII. Lenaug. 7. bbox=[40, 721, 296, 739]
directory-entry: — Hermann, Prof. d. engl. u. franz. Sprache, III. Parkg. 10. bbox=[40, 1354, 405, 1372]
directory-entry: — Josef, Friseur, III. Landstr. Hauptstraße 163. bbox=[430, 938, 721, 956]
directory-entry: — Emil, Dir., XXV/1 Kaasgrabeng 19. T. B-15-5-52. Clrg. bbox=[430, 1463, 792, 1481]
directory-entry: — Josefine, Holzhdl. Ww., VIII. Josefstädter Straße 77. bbox=[1211, 1173, 1553, 1191]
directory-entry: — Cäcilie, Zuckerwr. Verschl., III. Kölblg. 19. bbox=[821, 1282, 1107, 1300]
directory-entry: — Theobald, Glasinstrumentenerz., XV. Kanneg. 4. bbox=[821, 378, 1138, 395]
directory-entry: Herter Anna, Schneidermstrww., XVI/2 Koppstraße 25. bbox=[40, 1156, 386, 1173]
directory-entry: — Johann, Sichh. W. Rev. Insp., XII/1 Laffallestraße 4. bbox=[1211, 975, 1551, 993]
directory-entry: — Eugen, JDr., Kommerz. R., VII. Bandg. 11, Alp. Montangesf., III. Dir. d. ostert. Grauwerke. bbox=[821, 1644, 1135, 1679]
directory-entry: — Eugenie, Photogr., Atelier, III. Landstr. Hauptstr. 27. Wohn. VII. Hermanng. 27. bbox=[821, 1716, 1161, 1752]
directory-entry: — Ludwig Herzka, pFa., Blusenerz., I. Fischerstiege 6. T. U-23-9-78, Wohn. IX/2 Hebrag. 2. bbox=[430, 1626, 805, 1662]
directory-entry: Herweis Christine, Kontoristin, VIII. Skodagasse 17. bbox=[821, 342, 1148, 359]
directory-column-2 bbox=[430, 89, 807, 2199]
directory-entry: — Otto, JDr., Rechtsanw., I. Gauermanng. 2, T. Wohn. XIX. Eichendorffg. 7. bbox=[40, 323, 410, 359]
directory-entry: — Juda, Private, II/1 Gr. Pfarrg. 11. bbox=[1211, 1192, 1430, 1209]
directory-entry: Hertenberger Adolf, Spenglermstr., XV/4 Steigenteschg. 56, Stg. 1. bbox=[40, 993, 395, 1029]
